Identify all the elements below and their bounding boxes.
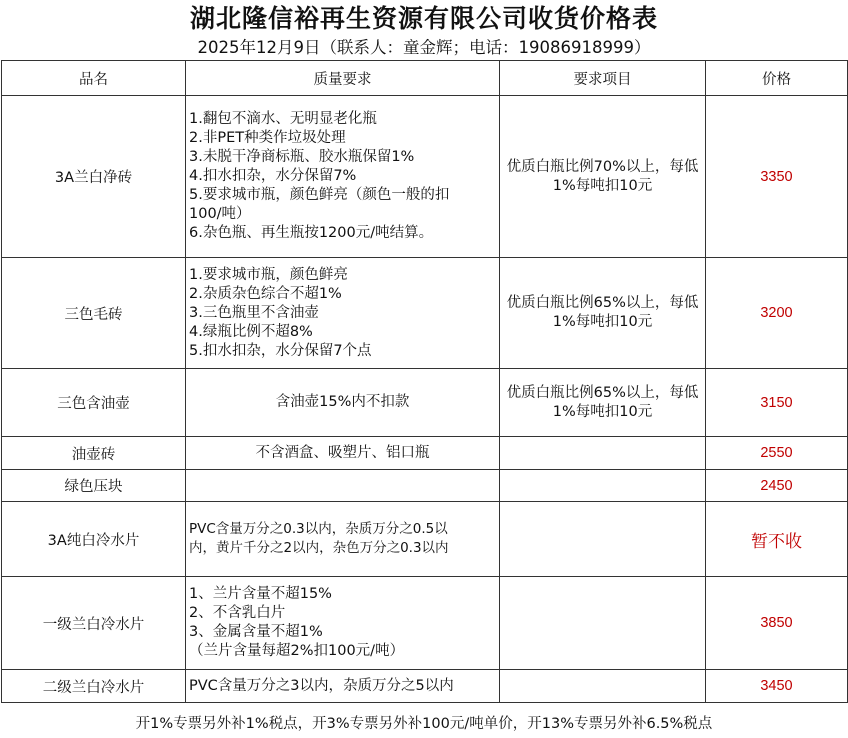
project-requirements bbox=[500, 577, 706, 670]
table-row bbox=[2, 670, 848, 703]
price-value: 3350 bbox=[706, 96, 848, 258]
product-name: 二级兰白冷水片 bbox=[2, 670, 186, 703]
quality-line: 1.翻包不滴水、无明显老化瓶 bbox=[189, 111, 377, 127]
project-requirements bbox=[500, 96, 706, 258]
quality-requirements bbox=[186, 96, 500, 258]
quality-line: 1.要求城市瓶，颜色鲜亮 bbox=[189, 266, 348, 283]
price-value: 3450 bbox=[706, 670, 848, 703]
project-line: 优质白瓶比例70%以上，每低 bbox=[506, 158, 699, 175]
price-value: 3850 bbox=[706, 577, 848, 670]
quality-requirements bbox=[186, 369, 500, 437]
project-requirements bbox=[500, 369, 706, 437]
quality-requirements bbox=[186, 258, 500, 369]
project-line: 1%每吨扣10元 bbox=[552, 403, 653, 420]
quality-line: 内，黄片千分之2以内，杂色万分之0.3以内 bbox=[189, 540, 449, 556]
product-name: 绿色压块 bbox=[2, 470, 186, 502]
quality-line: 4.扣水扣杂，水分保留7% bbox=[189, 168, 357, 184]
product-name: 3A兰白净砖 bbox=[2, 96, 186, 258]
quality-requirements bbox=[186, 437, 500, 470]
header-project: 要求项目 bbox=[500, 61, 706, 96]
table-row bbox=[2, 577, 848, 670]
price-value: 3200 bbox=[706, 258, 848, 369]
quality-line: 2、不含乳白片 bbox=[189, 605, 286, 621]
footer-note: 开1%专票另外补1%税点，开3%专票另外补100元/吨单价，开13%专票另外补6.5%税点 bbox=[135, 716, 713, 732]
table-row bbox=[2, 96, 848, 258]
quality-requirements bbox=[186, 670, 500, 703]
product-name: 一级兰白冷水片 bbox=[2, 577, 186, 670]
project-requirements bbox=[500, 258, 706, 369]
price-table bbox=[1, 60, 848, 703]
price-value: 3150 bbox=[706, 369, 848, 437]
price-value: 2550 bbox=[706, 437, 848, 470]
quality-line: 4.绿瓶比例不超8% bbox=[189, 323, 313, 340]
table-row bbox=[2, 502, 848, 577]
table-row bbox=[2, 369, 848, 437]
quality-line: （兰片含量每超2%扣100元/吨） bbox=[189, 643, 405, 659]
quality-line: 3、金属含量不超1% bbox=[189, 624, 323, 640]
project-requirements bbox=[500, 502, 706, 577]
project-requirements bbox=[500, 437, 706, 470]
project-requirements bbox=[500, 670, 706, 703]
header-price: 价格 bbox=[706, 61, 848, 96]
quality-line: 不含酒盒、吸塑片、铝口瓶 bbox=[255, 444, 430, 461]
table-row bbox=[2, 470, 848, 502]
quality-line: 2.非PET种类作垃圾处理 bbox=[189, 130, 346, 146]
quality-requirements bbox=[186, 577, 500, 670]
project-line: 1%每吨扣10元 bbox=[552, 314, 653, 330]
price-value: 暂不收 bbox=[706, 502, 848, 577]
project-line: 优质白瓶比例65%以上，每低 bbox=[506, 384, 699, 401]
table-row bbox=[2, 437, 848, 470]
quality-line: PVC含量万分之0.3以内，杂质万分之0.5以 bbox=[189, 521, 448, 537]
product-name: 油壶砖 bbox=[2, 437, 186, 470]
quality-line: 3.三色瓶里不含油壶 bbox=[189, 304, 319, 321]
quality-requirements bbox=[186, 502, 500, 577]
header-quality: 质量要求 bbox=[186, 61, 500, 96]
project-line: 1%每吨扣10元 bbox=[552, 177, 653, 194]
page-subtitle: 2025年12月9日（联系人：童金辉；电话：19086918999） bbox=[197, 38, 651, 57]
quality-line: 1、兰片含量不超15% bbox=[189, 586, 332, 602]
table-row bbox=[2, 258, 848, 369]
quality-line: PVC含量万分之3以内，杂质万分之5以内 bbox=[189, 677, 454, 694]
quality-line: 含油壶15%内不扣款 bbox=[275, 394, 410, 410]
product-name: 三色毛砖 bbox=[2, 258, 186, 369]
quality-line: 5.要求城市瓶，颜色鲜亮（颜色一般的扣 bbox=[189, 187, 450, 203]
page-title: 湖北隆信裕再生资源有限公司收货价格表 bbox=[189, 4, 658, 33]
project-requirements bbox=[500, 470, 706, 502]
quality-line: 2.杂质杂色综合不超1% bbox=[189, 285, 342, 302]
quality-line: 100/吨） bbox=[189, 206, 251, 222]
table-header-row bbox=[2, 61, 848, 96]
quality-requirements bbox=[186, 470, 500, 502]
project-line: 优质白瓶比例65%以上，每低 bbox=[506, 295, 699, 311]
quality-line: 5.扣水扣杂，水分保留7个点 bbox=[189, 342, 372, 359]
price-value: 2450 bbox=[706, 470, 848, 502]
product-name: 3A纯白冷水片 bbox=[2, 502, 186, 577]
quality-line: 6.杂色瓶、再生瓶按1200元/吨结算。 bbox=[189, 225, 434, 241]
quality-line: 3.未脱干净商标瓶、胶水瓶保留1% bbox=[189, 149, 415, 165]
header-name: 品名 bbox=[2, 61, 186, 96]
product-name: 三色含油壶 bbox=[2, 369, 186, 437]
